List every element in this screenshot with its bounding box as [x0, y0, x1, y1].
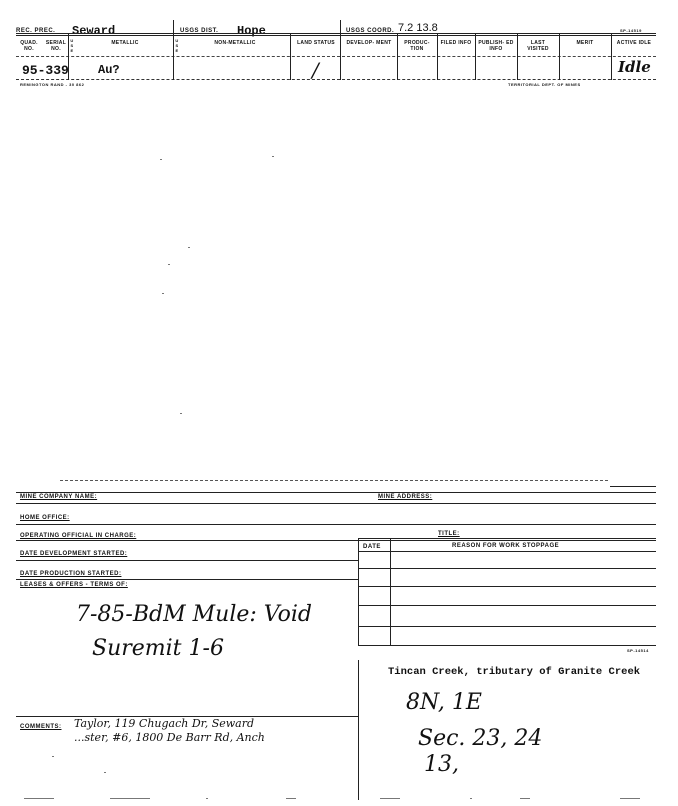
hand-location-3: 13, [424, 752, 459, 777]
hand-location-1: 8N, 1E [406, 690, 482, 715]
title-label: TITLE: [438, 531, 460, 537]
col-merit: MERIT [576, 40, 594, 46]
hand-lease-note-1: 7-85-BdM Mule: Void [76, 602, 313, 627]
home-office-label: HOME OFFICE: [20, 515, 70, 521]
col-published: PUBLISH- ED INFO [478, 40, 514, 52]
col-serial: SERIAL NO. [45, 40, 67, 52]
dev-started-label: DATE DEVELOPMENT STARTED: [20, 551, 128, 557]
operating-label: OPERATING OFFICIAL IN CHARGE: [20, 533, 137, 539]
reason-col-header: REASON FOR WORK STOPPAGE [452, 543, 560, 549]
col-use: U S E [70, 38, 74, 53]
col-metallic: METALLIC [111, 40, 139, 46]
mine-address-label: MINE ADDRESS: [378, 494, 433, 500]
usgs-dist-label: USGS DIST. [180, 28, 219, 34]
usgs-coord-label: USGS COORD. [346, 28, 395, 34]
comments-label: COMMENTS: [20, 724, 62, 730]
rec-prec-value: Seward [72, 24, 116, 38]
col-visited: LAST VISITED [527, 40, 549, 52]
col-nonmetallic: NON-METALLIC [214, 40, 256, 46]
land-status-mark: / [312, 58, 319, 82]
hand-location-2: Sec. 23, 24 [418, 726, 543, 751]
col-filed: FILED INFO [440, 40, 472, 46]
col-develop: DEVELOP- MENT [346, 40, 392, 46]
footer-right: TERRITORIAL DEPT. OF MINES [508, 82, 581, 87]
col-use-2: U S E [175, 38, 179, 53]
form-code-bottom: SP-14514 [627, 648, 649, 653]
leases-label: LEASES & OFFERS - TERMS OF: [20, 582, 128, 588]
metallic-value: Au? [98, 63, 120, 77]
rec-prec-label: REC. PREC. [16, 28, 56, 34]
col-quad: QUAD. NO. [20, 40, 38, 52]
comment-line-1: Taylor, 119 Chugach Dr, Seward [74, 717, 255, 730]
comment-line-2: ...ster, #6, 1800 De Barr Rd, Anch [74, 731, 265, 744]
col-production: PRODUC- TION [404, 40, 430, 52]
col-land: LAND STATUS [297, 40, 335, 46]
footer-left: REMINGTON RAND - 30 862 [20, 82, 85, 87]
mine-company-label: MINE COMPANY NAME: [20, 494, 98, 500]
hand-lease-note-2: Suremit 1-6 [92, 636, 224, 661]
location-typed: Tincan Creek, tributary of Granite Creek [388, 666, 641, 678]
prod-started-label: DATE PRODUCTION STARTED: [20, 571, 122, 577]
usgs-dist-value: Hope [237, 24, 266, 38]
quad-serial-value: 95-339 [22, 63, 69, 78]
form-code-top: SP-14519 [620, 28, 642, 33]
usgs-coord-value: 7.2 13.8 [398, 22, 438, 34]
date-col-header: DATE [363, 544, 381, 550]
col-active: ACTIVE IDLE [616, 40, 652, 46]
active-idle-value: Idle [618, 58, 651, 76]
